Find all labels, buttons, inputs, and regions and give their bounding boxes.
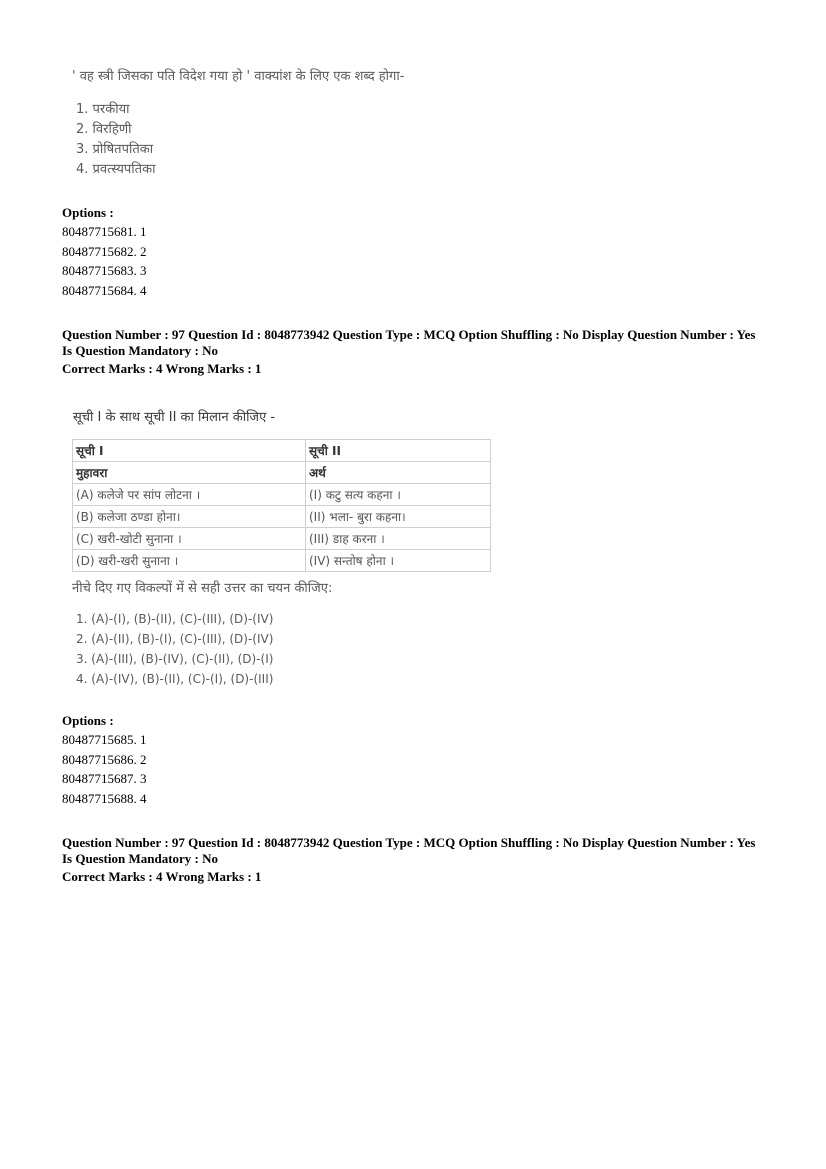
choice-item: 1. परकीया	[76, 102, 130, 117]
options-label: Options :	[62, 713, 114, 728]
option-item: 80487715683. 3	[62, 263, 147, 278]
choice-item: 2. (A)-(II), (B)-(I), (C)-(III), (D)-(IV)	[76, 632, 274, 646]
meta-line: Correct Marks : 4 Wrong Marks : 1	[62, 361, 262, 376]
meta-line: Correct Marks : 4 Wrong Marks : 1	[62, 869, 262, 884]
choice-item: 4. (A)-(IV), (B)-(II), (C)-(I), (D)-(III)	[76, 672, 274, 686]
table-cell: (A) कलेजे पर सांप लोटना ।	[73, 484, 306, 506]
table-cell: (B) कलेजा ठण्डा होना।	[73, 506, 306, 528]
table-row	[73, 506, 491, 528]
table-cell: (II) भला- बुरा कहना।	[306, 506, 491, 528]
choice-item: 4. प्रवत्स्यपतिका	[76, 162, 156, 177]
table-row	[73, 484, 491, 506]
meta-line: Question Number : 97 Question Id : 8048773942 Question Type : MCQ Option Shuffling : No Display Question Number : Yes	[62, 327, 756, 342]
choice-item: 3. (A)-(III), (B)-(IV), (C)-(II), (D)-(I)	[76, 652, 274, 666]
meta-line: Question Number : 97 Question Id : 8048773942 Question Type : MCQ Option Shuffling : No Display Question Number : Yes	[62, 835, 756, 850]
option-item: 80487715685. 1	[62, 732, 147, 747]
question-2-prompt: नीचे दिए गए विकल्पों में से सही उत्तर का चयन कीजिए:	[72, 581, 333, 596]
table-cell: (I) कटु सत्य कहना ।	[306, 484, 491, 506]
meta-line: Is Question Mandatory : No	[62, 851, 219, 866]
table-cell: सूची II	[306, 440, 491, 462]
question-2-instruction: सूची I के साथ सूची II का मिलान कीजिए -	[73, 410, 276, 425]
meta-line: Is Question Mandatory : No	[62, 343, 219, 358]
option-item: 80487715687. 3	[62, 771, 147, 786]
choice-item: 3. प्रोषितपतिका	[76, 142, 154, 157]
option-item: 80487715688. 4	[62, 790, 147, 806]
match-table	[72, 439, 491, 572]
table-row	[73, 550, 491, 572]
option-item: 80487715681. 1	[62, 224, 147, 239]
question-1-choices	[76, 100, 155, 180]
table-cell: अर्थ	[306, 462, 491, 484]
table-row	[73, 528, 491, 550]
options-list	[62, 222, 147, 300]
table-cell: (III) डाह करना ।	[306, 528, 491, 550]
table-header-row	[73, 440, 491, 462]
table-cell: (D) खरी-खरी सुनाना ।	[73, 550, 306, 572]
option-item: 80487715682. 2	[62, 243, 147, 259]
choice-item: 2. विरहिणी	[76, 122, 132, 137]
question-2-choices	[76, 609, 273, 689]
table-cell: मुहावरा	[73, 462, 306, 484]
table-cell: (C) खरी-खोटी सुनाना ।	[73, 528, 306, 550]
question-1-text: ' वह स्त्री जिसका पति विदेश गया हो ' वाक्यांश के लिए एक शब्द होगा-	[72, 69, 405, 84]
options-label: Options :	[62, 205, 114, 220]
table-cell: (IV) सन्तोष होना ।	[306, 550, 491, 572]
options-list	[62, 730, 147, 808]
question-meta	[62, 835, 802, 885]
question-meta	[62, 327, 802, 377]
option-item: 80487715684. 4	[62, 282, 147, 298]
table-subheader-row	[73, 462, 491, 484]
table-cell: सूची I	[73, 440, 306, 462]
option-item: 80487715686. 2	[62, 751, 147, 767]
choice-item: 1. (A)-(I), (B)-(II), (C)-(III), (D)-(IV)	[76, 612, 274, 626]
